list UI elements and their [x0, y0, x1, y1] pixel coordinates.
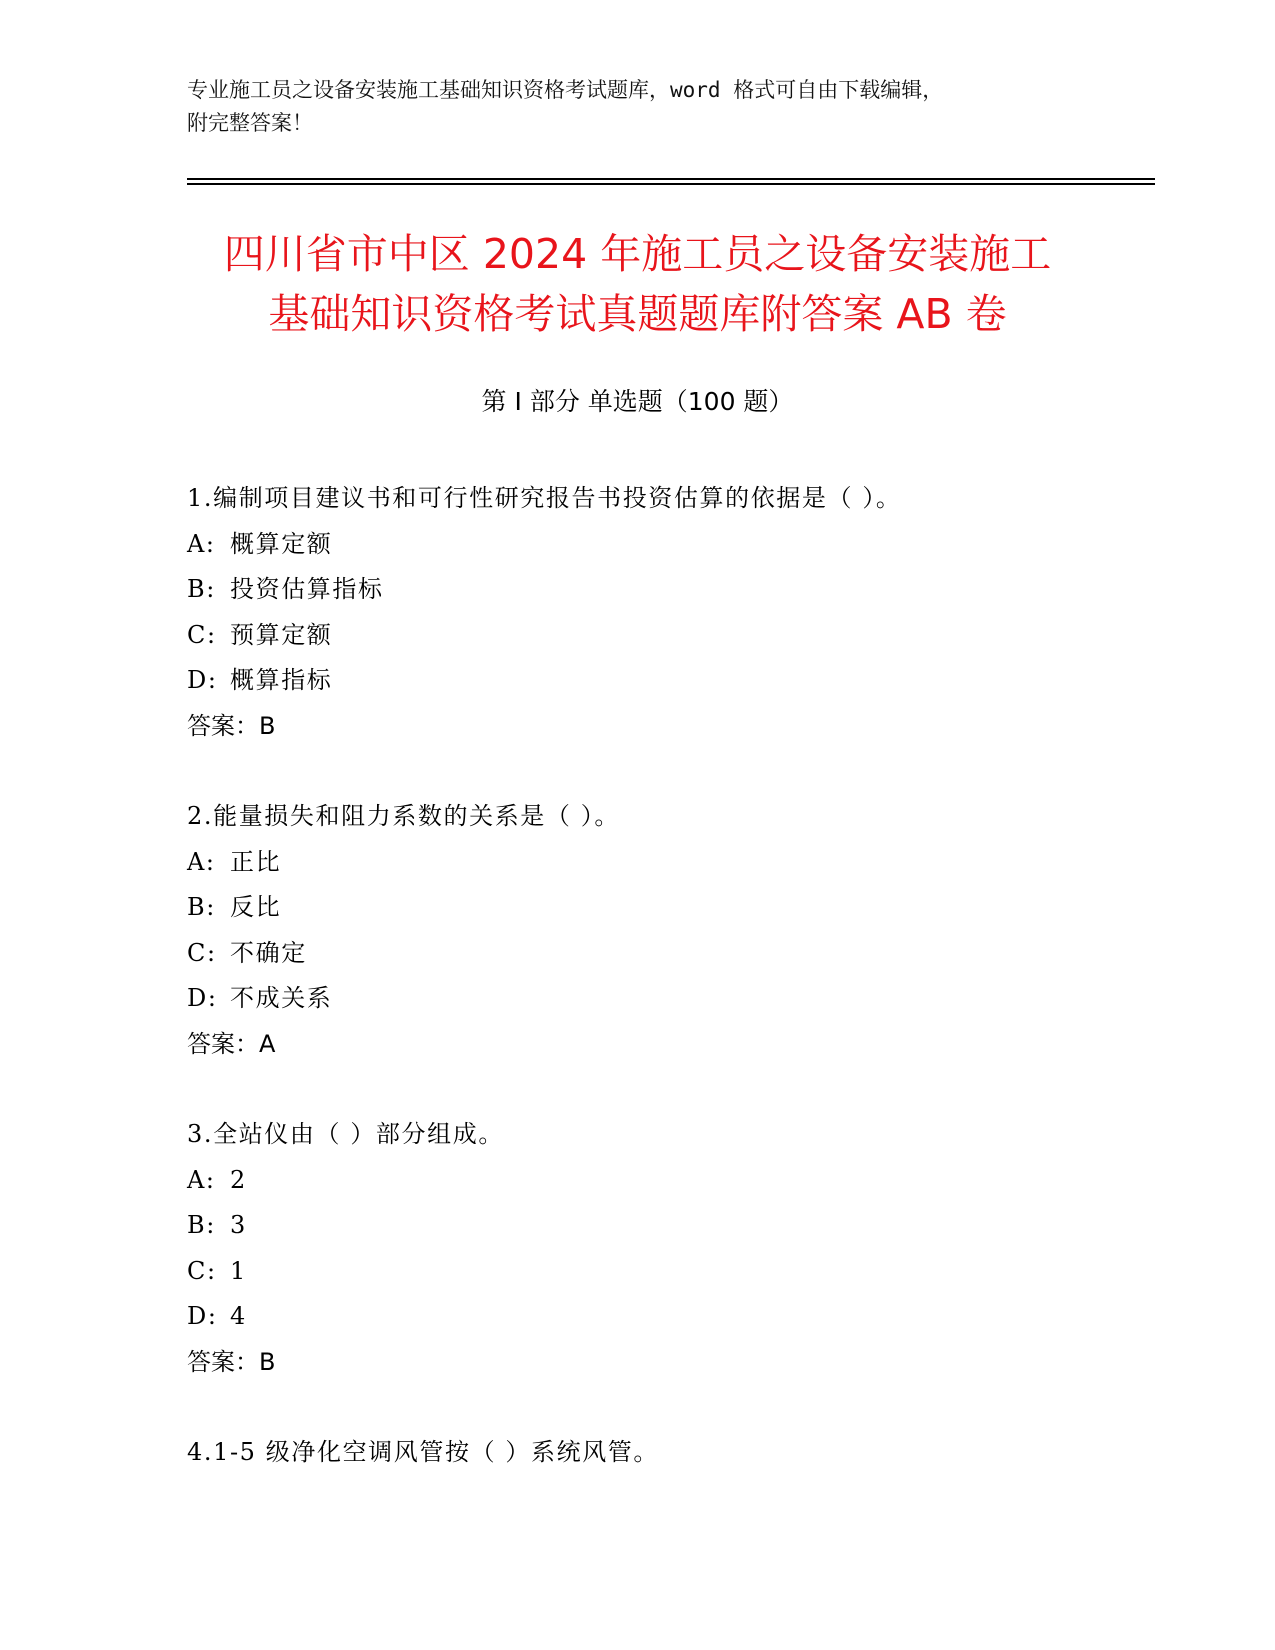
question-3 [187, 1112, 1147, 1385]
header-note-line-2: 附完整答案！ [187, 111, 313, 135]
option-key: A: [187, 1165, 216, 1194]
option-key: A: [187, 847, 216, 876]
option-key: C: [187, 620, 217, 649]
section-title: 第 I 部分 单选题（100 题） [481, 387, 794, 416]
option-c [187, 1249, 1147, 1295]
option-key: B: [187, 1211, 216, 1239]
option-b [187, 1203, 1147, 1249]
option-b [187, 567, 1147, 613]
question-1 [187, 476, 1147, 749]
option-a [187, 522, 1147, 568]
header-divider-bottom [187, 183, 1155, 185]
option-key: C: [187, 1256, 217, 1285]
option-key: D: [187, 1302, 218, 1330]
option-a [187, 840, 1147, 886]
option-text: 不确定 [230, 938, 307, 967]
option-text: 1 [230, 1256, 247, 1285]
document-title-line-1: 四川省市中区 2024 年施工员之设备安装施工 [223, 230, 1052, 278]
answer: 答案：A [187, 1029, 276, 1058]
option-text: 4 [230, 1302, 247, 1330]
option-d [187, 976, 1147, 1022]
option-text: 3 [230, 1211, 247, 1239]
option-text: 概算定额 [230, 529, 333, 558]
option-text: 反比 [230, 893, 282, 921]
question-text: 2.能量损失和阻力系数的关系是（ ）。 [187, 802, 620, 830]
header-note [187, 74, 1067, 140]
option-text: 投资估算指标 [230, 575, 384, 603]
option-text: 正比 [230, 847, 282, 876]
option-text: 2 [230, 1165, 247, 1194]
question-4 [187, 1430, 1147, 1476]
option-c [187, 931, 1147, 977]
question-text: 1.编制项目建议书和可行性研究报告书投资估算的依据是（ ）。 [187, 484, 902, 512]
option-c [187, 613, 1147, 659]
header-divider-top [187, 178, 1155, 180]
option-key: B: [187, 893, 216, 921]
option-d [187, 1294, 1147, 1340]
option-key: D: [187, 666, 218, 694]
answer: 答案：B [187, 711, 276, 740]
option-key: C: [187, 938, 217, 967]
option-key: B: [187, 575, 216, 603]
option-b [187, 885, 1147, 931]
option-d [187, 658, 1147, 704]
question-text: 4.1-5 级净化空调风管按（ ）系统风管。 [187, 1438, 660, 1466]
option-key: D: [187, 984, 218, 1012]
header-note-line-1: 专业施工员之设备安装施工基础知识资格考试题库，word 格式可自由下载编辑， [187, 78, 944, 102]
answer: 答案：B [187, 1347, 276, 1376]
document-title [150, 224, 1125, 344]
document-title-line-2: 基础知识资格考试真题题库附答案 AB 卷 [268, 290, 1007, 338]
question-text: 3.全站仪由（ ）部分组成。 [187, 1120, 504, 1148]
option-text: 预算定额 [230, 620, 333, 649]
question-list [187, 476, 1147, 1521]
option-text: 概算指标 [230, 666, 333, 694]
question-2 [187, 794, 1147, 1067]
option-key: A: [187, 529, 216, 558]
option-text: 不成关系 [230, 984, 333, 1012]
option-a [187, 1158, 1147, 1204]
